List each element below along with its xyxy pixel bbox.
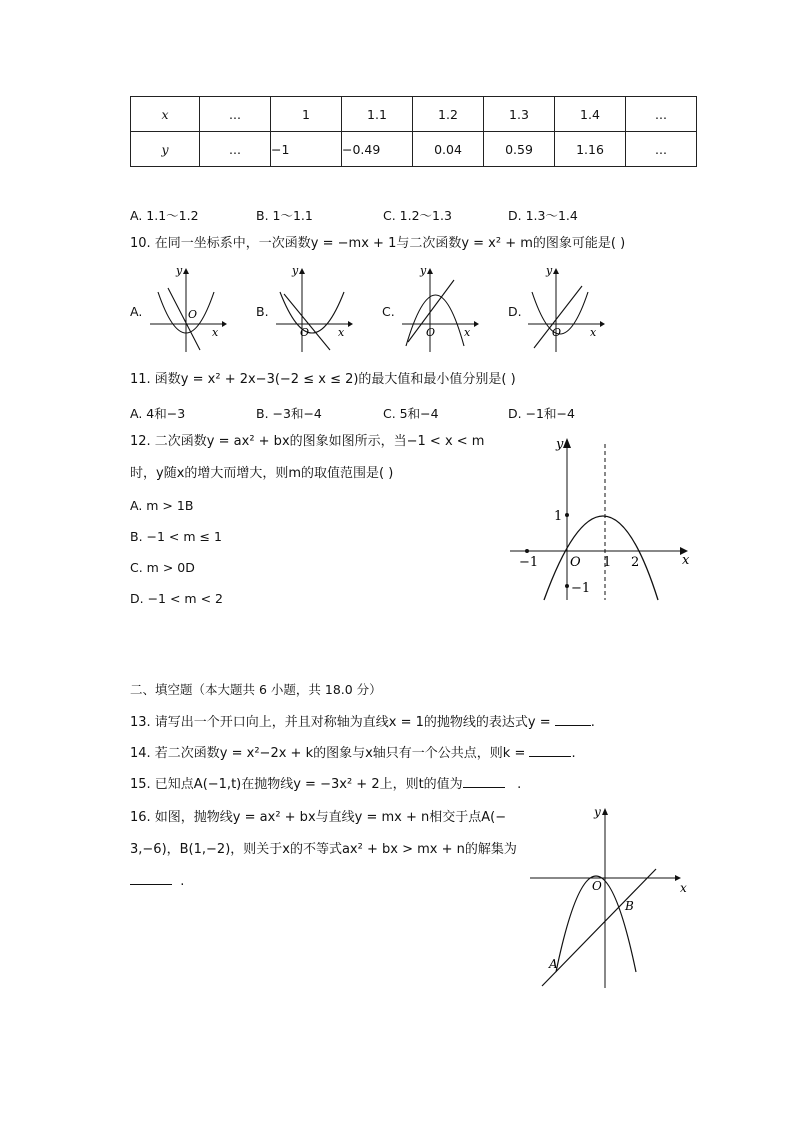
table-cell: 1.3 <box>484 97 555 132</box>
table-cell: ... <box>626 132 697 167</box>
table-row-y <box>131 132 697 167</box>
q11-option-c: C. 5和−4 <box>383 406 439 421</box>
axis-label-y: y <box>556 437 564 452</box>
origin-label: O <box>592 879 602 893</box>
q9-option-b: B. 1～1.1 <box>256 208 313 223</box>
q13 <box>130 713 595 733</box>
table-cell: x <box>131 97 200 132</box>
q14 <box>130 744 576 764</box>
table-cell: −1 <box>271 132 342 167</box>
q10-graph-b <box>272 264 354 356</box>
table-cell: 1.16 <box>555 132 626 167</box>
axis-label-y: y <box>594 805 601 819</box>
q9-option-c: C. 1.2～1.3 <box>383 208 452 223</box>
axis-label-y: y <box>420 264 427 277</box>
origin-label: O <box>300 326 310 339</box>
answer-blank[interactable] <box>463 775 505 788</box>
q15-stem: 15. 已知点A(−1,t)在抛物线y = −3x² + 2上，则t的值为 <box>130 777 463 792</box>
axis-label-y: y <box>176 264 183 277</box>
table-cell: ... <box>626 97 697 132</box>
q12-option-a: A. m > 1B <box>130 498 194 513</box>
axis-label-x: x <box>338 326 345 339</box>
q10-stem: 10. 在同一坐标系中，一次函数y = −mx + 1与二次函数y = x² + m的图象可能是( ) <box>130 236 626 251</box>
table-cell: 0.04 <box>413 132 484 167</box>
q12-stem-line2: 时，y随x的增大而增大，则m的取值范围是( ) <box>130 466 394 481</box>
axis-label-x: x <box>682 553 690 568</box>
table-cell: 1 <box>271 97 342 132</box>
q10-graph-d <box>524 264 606 356</box>
axis-label-y: y <box>292 264 299 277</box>
q12-option-d: D. −1 < m < 2 <box>130 591 223 606</box>
table-row-x <box>131 97 697 132</box>
origin-label: O <box>188 308 198 321</box>
point-b-label: B <box>625 899 634 913</box>
q15 <box>130 775 521 795</box>
q11-stem: 11. 函数y = x² + 2x−3(−2 ≤ x ≤ 2)的最大值和最小值分别是( ) <box>130 372 516 387</box>
table-cell: 0.59 <box>484 132 555 167</box>
point-a-label: A <box>549 957 558 971</box>
answer-blank[interactable] <box>555 713 591 726</box>
origin-label: O <box>552 326 562 339</box>
table-cell: 1.2 <box>413 97 484 132</box>
q10-label-a: A. <box>130 304 143 319</box>
axis-label-x: x <box>680 881 687 895</box>
q12-graph <box>500 432 700 602</box>
q11-option-b: B. −3和−4 <box>256 406 322 421</box>
q10-label-d: D. <box>508 304 522 319</box>
answer-blank[interactable] <box>529 744 571 757</box>
q16-line2: 3,−6)，B(1,−2)，则关于x的不等式ax² + bx > mx + n的解集为 <box>130 842 517 857</box>
origin-label: O <box>426 326 436 339</box>
x-tick-label: −1 <box>519 555 539 570</box>
q16-graph <box>528 800 698 995</box>
q12-option-c: C. m > 0D <box>130 560 195 575</box>
q10-label-c: C. <box>382 304 395 319</box>
table-cell: ... <box>200 132 271 167</box>
q13-end: . <box>590 715 595 730</box>
table-cell: −0.49 <box>342 132 413 167</box>
q16-line3 <box>130 872 184 892</box>
q12-option-b: B. −1 < m ≤ 1 <box>130 529 222 544</box>
q16-end: . <box>180 874 185 889</box>
q16-line1: 16. 如图，抛物线y = ax² + bx与直线y = mx + n相交于点A(− <box>130 810 507 825</box>
origin-label: O <box>570 555 581 570</box>
answer-blank[interactable] <box>130 872 172 885</box>
table-cell: 1.4 <box>555 97 626 132</box>
q9-option-d: D. 1.3～1.4 <box>508 208 578 223</box>
q11-option-d: D. −1和−4 <box>508 406 575 421</box>
q9-option-a: A. 1.1～1.2 <box>130 208 199 223</box>
q13-stem: 13. 请写出一个开口向上，并且对称轴为直线x = 1的抛物线的表达式y = <box>130 715 555 730</box>
table-cell: y <box>131 132 200 167</box>
table-cell: 1.1 <box>342 97 413 132</box>
axis-label-x: x <box>590 326 597 339</box>
q10-graph-a <box>146 264 228 356</box>
x-tick-label: 2 <box>631 555 640 570</box>
axis-label-y: y <box>546 264 553 277</box>
q15-end: . <box>517 777 522 792</box>
value-table <box>130 96 697 167</box>
axis-label-x: x <box>212 326 219 339</box>
q11-option-a: A. 4和−3 <box>130 406 186 421</box>
table-cell: ... <box>200 97 271 132</box>
section-title: 二、填空题（本大题共 6 小题，共 18.0 分） <box>130 682 382 697</box>
y-tick-label: 1 <box>554 509 563 524</box>
q10-label-b: B. <box>256 304 269 319</box>
axis-label-x: x <box>464 326 471 339</box>
x-tick-label: 1 <box>603 555 612 570</box>
q10-graph-c <box>398 264 480 356</box>
q14-stem: 14. 若二次函数y = x²−2x + k的图象与x轴只有一个公共点，则k = <box>130 746 530 761</box>
y-tick-label: −1 <box>571 581 591 596</box>
q12-stem-line1: 12. 二次函数y = ax² + bx的图象如图所示，当−1 < x < m <box>130 434 485 449</box>
q14-end: . <box>571 746 576 761</box>
